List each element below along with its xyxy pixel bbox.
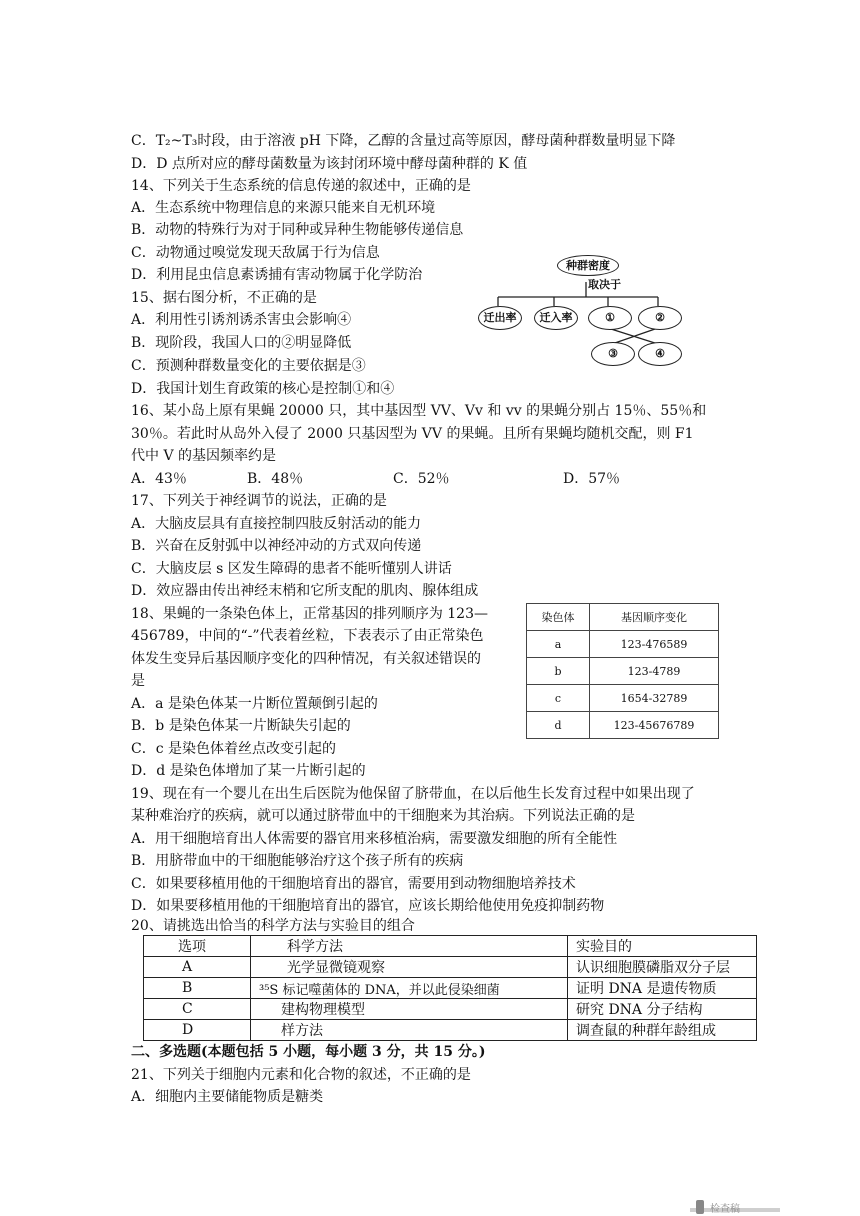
diagram-node-2: ② (638, 306, 682, 330)
text-line: A．大脑皮层具有直接控制四肢反射活动的能力 (131, 516, 422, 532)
table-row (527, 658, 719, 685)
header-method: 科学方法 (251, 936, 568, 957)
table-cell: c (527, 685, 590, 712)
text-line: A．利用性引诱剂诱杀害虫会影响④ (131, 312, 352, 328)
text-line: C．动物通过嗅觉发现天敌属于行为信息 (131, 245, 380, 261)
table-cell: 123-4789 (590, 658, 719, 685)
text-line: A．a 是染色体某一片断位置颠倒引起的 (131, 696, 378, 712)
table-cell: 调查鼠的种群年龄组成 (568, 1020, 757, 1041)
table-cell: 研究 DNA 分子结构 (568, 999, 757, 1020)
table-cell: 123-476589 (590, 631, 719, 658)
table-cell: 光学显微镜观察 (251, 957, 568, 978)
text-line: C．如果要移植用他的干细胞培育出的器官，需要用到动物细胞培养技术 (131, 876, 576, 892)
table-cell: 认识细胞膜磷脂双分子层 (568, 957, 757, 978)
diagram-label-depends-on: 取决于 (588, 278, 621, 291)
table-row (144, 957, 757, 978)
chromosome-gene-order-table (526, 603, 719, 739)
table-cell: d (527, 712, 590, 739)
table-cell: A (144, 957, 251, 978)
q16-option-c: C．52％ (393, 471, 450, 487)
text-line: 21、下列关于细胞内元素和化合物的叙述，不正确的是 (131, 1067, 471, 1083)
text-line: A．细胞内主要储能物质是糖类 (131, 1089, 324, 1105)
text-line: 代中 V 的基因频率约是 (131, 448, 277, 464)
table-header-row (527, 604, 719, 631)
table-row (527, 685, 719, 712)
table-cell: 1654-32789 (590, 685, 719, 712)
text-line: C．预测种群数量变化的主要依据是③ (131, 358, 366, 374)
text-line: B．b 是染色体某一片断缺失引起的 (131, 718, 351, 734)
text-line: D．我国计划生育政策的核心是控制①和④ (131, 381, 395, 397)
table-cell: D (144, 1020, 251, 1041)
table-cell: a (527, 631, 590, 658)
diagram-node-immigration: 迁入率 (534, 306, 578, 330)
diagram-node-3: ③ (591, 342, 635, 366)
text-line: 二、多选题(本题包括 5 小题，每小题 3 分，共 15 分。) (131, 1044, 486, 1060)
diagram-node-1: ① (588, 306, 632, 330)
bookmark-icon (696, 1200, 704, 1214)
text-line: D．效应器由传出神经末梢和它所支配的肌肉、腺体组成 (131, 583, 479, 599)
text-line: B．兴奋在反射弧中以神经冲动的方式双向传递 (131, 538, 422, 554)
table-cell: 证明 DNA 是遗传物质 (568, 978, 757, 999)
table-cell: ³⁵S 标记噬菌体的 DNA，并以此侵染细菌 (251, 978, 568, 999)
text-line: D．利用昆虫信息素诱捕有害动物属于化学防治 (131, 267, 423, 283)
text-line: B．现阶段，我国人口的②明显降低 (131, 335, 352, 351)
text-line: A．生态系统中物理信息的来源只能来自无机环境 (131, 200, 436, 216)
text-line: B．用脐带血中的干细胞能够治疗这个孩子所有的疾病 (131, 853, 464, 869)
text-line: D．如果要移植用他的干细胞培育出的器官，应该长期给他使用免疫抑制药物 (131, 898, 605, 914)
table-cell: 建构物理模型 (251, 999, 568, 1020)
text-line: 19、现在有一个婴儿在出生后医院为他保留了脐带血，在以后他生长发育过程中如果出现了 (131, 786, 695, 802)
table-header-row (144, 936, 757, 957)
text-line: 17、下列关于神经调节的说法，正确的是 (131, 493, 387, 509)
table-cell: B (144, 978, 251, 999)
text-line: 20、请挑选出恰当的科学方法与实验目的组合 (131, 918, 415, 934)
q16-option-d: D．57％ (563, 471, 621, 487)
header-option: 选项 (144, 936, 251, 957)
text-line: D．D 点所对应的酵母菌数量为该封闭环境中酵母菌种群的 K 值 (131, 156, 528, 172)
header-gene-order: 基因顺序变化 (590, 604, 719, 631)
text-line: 14、下列关于生态系统的信息传递的叙述中，正确的是 (131, 178, 471, 194)
table-row (144, 1020, 757, 1041)
q16-option-b: B．48％ (247, 471, 304, 487)
header-chromosome: 染色体 (527, 604, 590, 631)
corner-stamp (690, 1200, 780, 1216)
text-line: 16、某小岛上原有果蝇 20000 只，其中基因型 VV、Vv 和 vv 的果蝇分别占 15％、55％和 (131, 403, 707, 419)
text-line: 是 (131, 673, 145, 689)
text-line: 456789，中间的“-”代表着丝粒，下表表示了由正常染色 (131, 628, 484, 644)
table-row (527, 712, 719, 739)
diagram-node-population-density: 种群密度 (557, 255, 619, 276)
text-line: 30％。若此时从岛外入侵了 2000 只基因型为 VV 的果蝇。且所有果蝇均随机交配，则 F1 (131, 426, 694, 442)
table-row (527, 631, 719, 658)
text-line: B．动物的特殊行为对于同种或异种生物能够传递信息 (131, 222, 464, 238)
corner-label: 检查稿 (710, 1204, 740, 1215)
table-row (144, 978, 757, 999)
text-line: 18、果蝇的一条染色体上，正常基因的排列顺序为 123— (131, 606, 488, 622)
text-line: D．d 是染色体增加了某一片断引起的 (131, 763, 366, 779)
text-line: A．用干细胞培育出人体需要的器官用来移植治病，需要激发细胞的所有全能性 (131, 831, 618, 847)
text-line: C．c 是染色体着丝点改变引起的 (131, 741, 337, 757)
table-cell: 123-45676789 (590, 712, 719, 739)
text-line: C．大脑皮层 s 区发生障碍的患者不能听懂别人讲话 (131, 561, 452, 577)
text-line: 体发生变异后基因顺序变化的四种情况，有关叙述错误的 (131, 651, 481, 667)
text-line: 某种难治疗的疾病，就可以通过脐带血中的干细胞来为其治病。下列说法正确的是 (131, 808, 635, 824)
method-purpose-table (143, 935, 757, 1041)
diagram-node-emigration: 迁出率 (478, 306, 522, 330)
text-line: 15、据右图分析，不正确的是 (131, 290, 317, 306)
table-cell: b (527, 658, 590, 685)
diagram-node-4: ④ (638, 342, 682, 366)
table-cell: 样方法 (251, 1020, 568, 1041)
table-row (144, 999, 757, 1020)
table-cell: C (144, 999, 251, 1020)
population-density-diagram (478, 252, 698, 370)
header-purpose: 实验目的 (568, 936, 757, 957)
text-line: C．T₂~T₃时段，由于溶液 pH 下降，乙醇的含量过高等原因，酵母菌种群数量明显下降 (131, 133, 676, 149)
q16-option-a: A．43％ (131, 471, 187, 487)
